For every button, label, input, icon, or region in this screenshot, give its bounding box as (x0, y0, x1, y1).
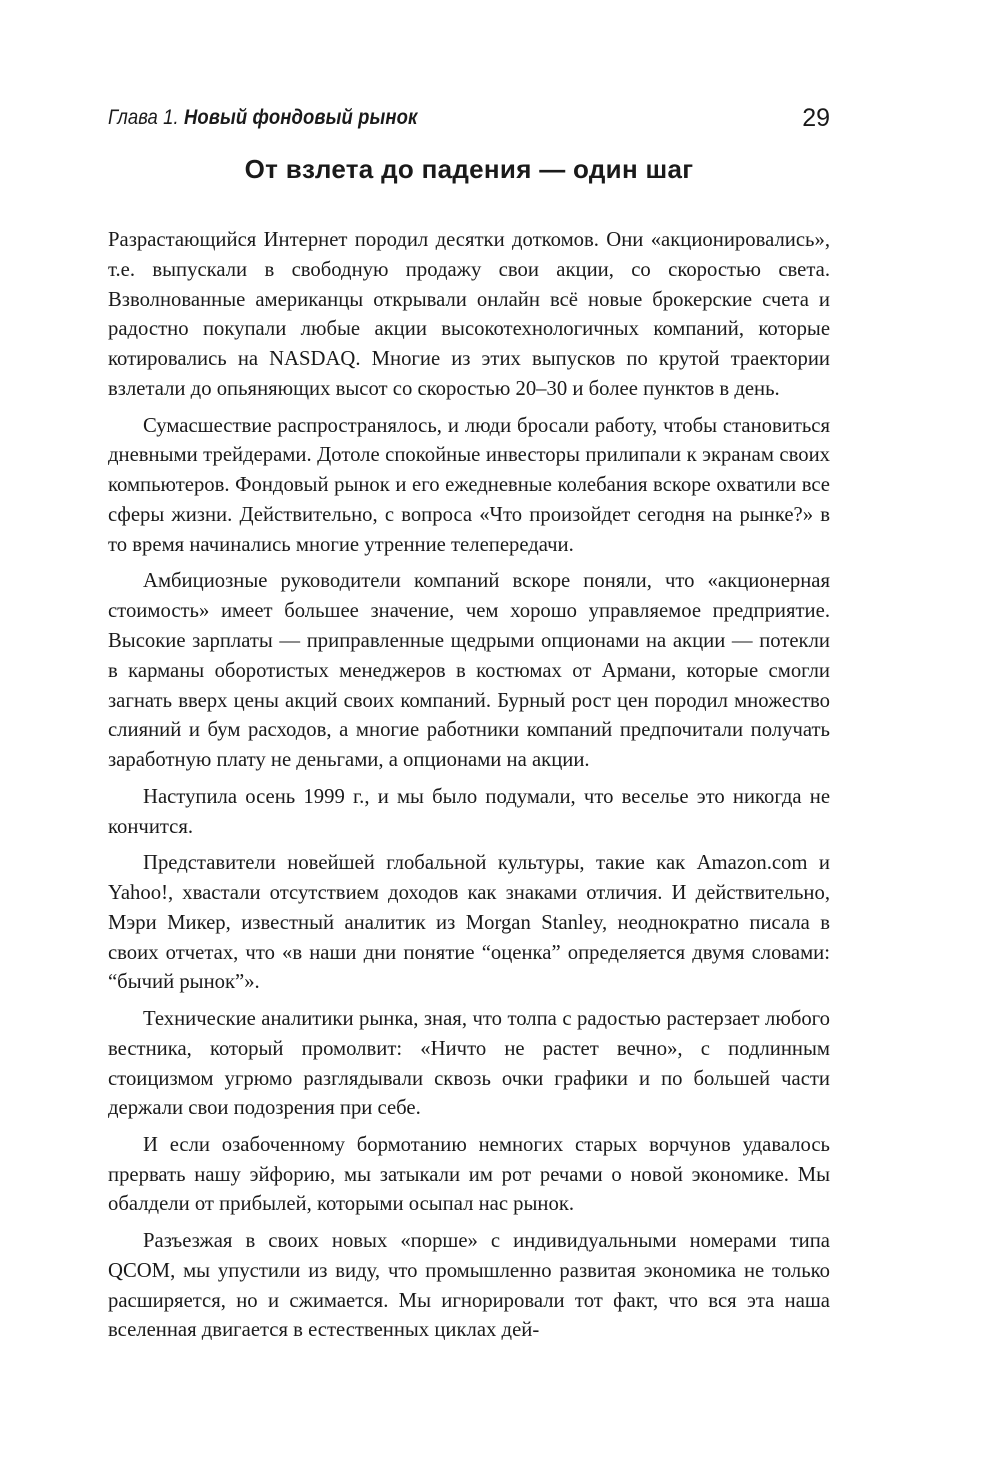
chapter-label: Глава 1. (108, 106, 179, 129)
paragraph: Сумасшествие распространялось, и люди бросали работу, чтобы становиться дневными трейдерами. Дотоле спокойные инвесторы прилипали к экранам своих компьютеров. Фондовый рынок и его ежедневные колебания вскоре охватили все сферы жизни. Действительно, с вопроса «Что произойдет сегодня на рынке?» в то время начинались многие утренние телепередачи. (108, 414, 830, 556)
chapter-title: Новый фондовый рынок (183, 106, 418, 129)
paragraph: Представители новейшей глобальной культуры, такие как Amazon.​com и Yahoo!, хвастали отсутствием доходов как знаками отличия. И действительно, Мэри Микер, известный аналитик из Morgan Stanley, неоднократно писала в своих отчетах, что «в наши дни понятие “оценка” определяется двумя словами: “бычий рынок”». (108, 852, 830, 994)
running-head (108, 106, 830, 138)
paragraph: Разрастающийся Интернет породил десятки доткомов. Они «акционировались», т.е. выпускали в свободную продажу свои акции, со скоростью света. Взволнованные американцы открывали онлайн всё новые брокерские счета и радостно покупали любые акции высокотехнологичных компаний, которые котировались на NASDAQ. Многие из этих выпусков по крутой траектории взлетали до опьяняющих высот со скоростью 20–30 и более пунктов в день. (108, 229, 830, 400)
page-number: 29 (802, 104, 830, 132)
chapter-heading (108, 106, 417, 130)
paragraph: Амбициозные руководители компаний вскоре поняли, что «акционерная стоимость» имеет большее значение, чем хорошо управляемое предприятие. Высокие зарплаты — приправленные щедрыми опционами на акции — потекли в карманы оборотистых менеджеров в костюмах от Армани, которые смогли загнать вверх цены акций своих компаний. Бурный рост цен породил множество слияний и бум расходов, а многие работники компаний предпочитали получать заработную плату не деньгами, а опционами на акции. (108, 570, 830, 772)
paragraph: Разъезжая в своих новых «порше» с индивидуальными номерами типа QCOM, мы упустили из виду, что промышленно развитая экономика не только расширяется, но и сжимается. Мы игнорировали тот факт, что вся эта наша вселенная двигается в естественных циклах дей- (108, 1230, 830, 1342)
section-title: От взлета до падения — один шаг (244, 154, 694, 184)
paragraph: И если озабоченному бормотанию немногих старых ворчунов удавалось прервать нашу эйфорию, мы затыкали им рот речами о новой экономике. Мы обалдели от прибылей, которыми осыпал нас рынок. (108, 1133, 830, 1216)
body-text (108, 226, 830, 1353)
paragraph: Технические аналитики рынка, зная, что толпа с радостью растерзает любого вестника, который промолвит: «Ничто не растет вечно», с подлинным стоицизмом угрюмо разглядывали сквозь очки графики и по большей части держали свои подозрения при себе. (108, 1007, 830, 1120)
paragraph: Наступила осень 1999 г., и мы было подумали, что веселье это никогда не кончится. (108, 785, 830, 838)
